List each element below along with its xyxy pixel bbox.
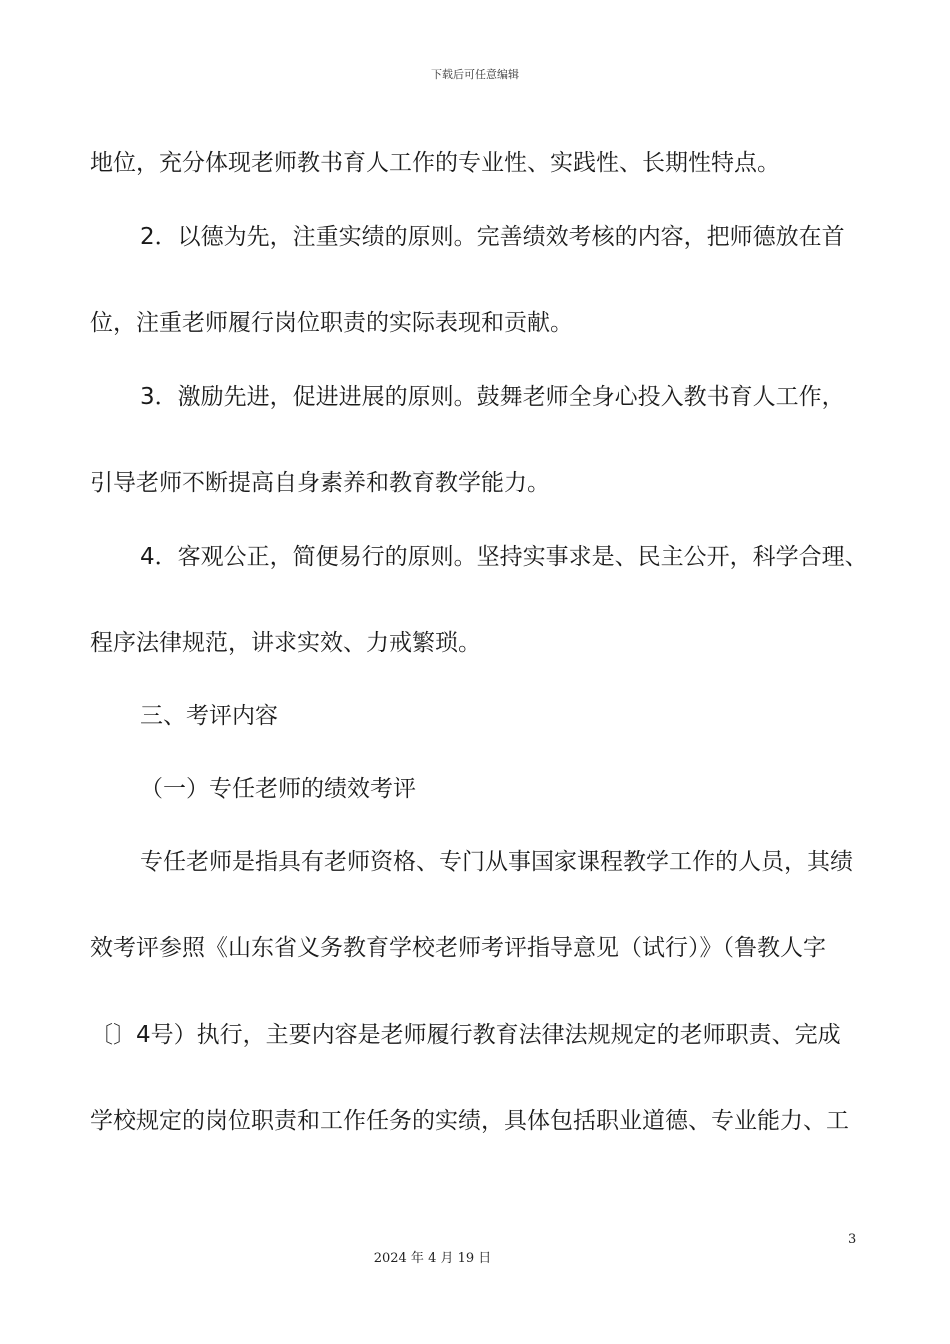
paragraph-line: 3．激励先进，促进进展的原则。鼓舞老师全身心投入教书育人工作， <box>140 384 845 410</box>
paragraph-line: 专任老师是指具有老师资格、专门从事国家课程教学工作的人员，其绩 <box>140 849 853 875</box>
subsection-heading: （一）专任老师的绩效考评 <box>140 776 416 802</box>
page-number: 3 <box>848 1232 857 1247</box>
paragraph-line: 引导老师不断提高自身素养和教育教学能力。 <box>90 470 550 496</box>
section-heading: 三、考评内容 <box>140 703 278 729</box>
paragraph-line: 程序法律规范，讲求实效、力戒繁琐。 <box>90 630 481 656</box>
paragraph-line: 学校规定的岗位职责和工作任务的实绩，具体包括职业道德、专业能力、工 <box>90 1108 849 1134</box>
paragraph-line: 〔〕4号）执行，主要内容是老师履行教育法律法规规定的老师职责、完成 <box>90 1022 841 1048</box>
paragraph-line: 2．以德为先，注重实绩的原则。完善绩效考核的内容，把师德放在首 <box>140 224 845 250</box>
paragraph-line: 效考评参照《山东省义务教育学校老师考评指导意见（试行）》（鲁教人字 <box>90 935 826 961</box>
paragraph-line: 4．客观公正，简便易行的原则。坚持实事求是、民主公开，科学合理、 <box>140 544 868 570</box>
paragraph-line: 地位，充分体现老师教书育人工作的专业性、实践性、长期性特点。 <box>90 150 780 176</box>
page-header: 下载后可任意编辑 <box>431 68 519 81</box>
paragraph-line: 位，注重老师履行岗位职责的实际表现和贡献。 <box>90 310 573 336</box>
footer-date: 2024 年 4 月 19 日 <box>373 1251 492 1266</box>
